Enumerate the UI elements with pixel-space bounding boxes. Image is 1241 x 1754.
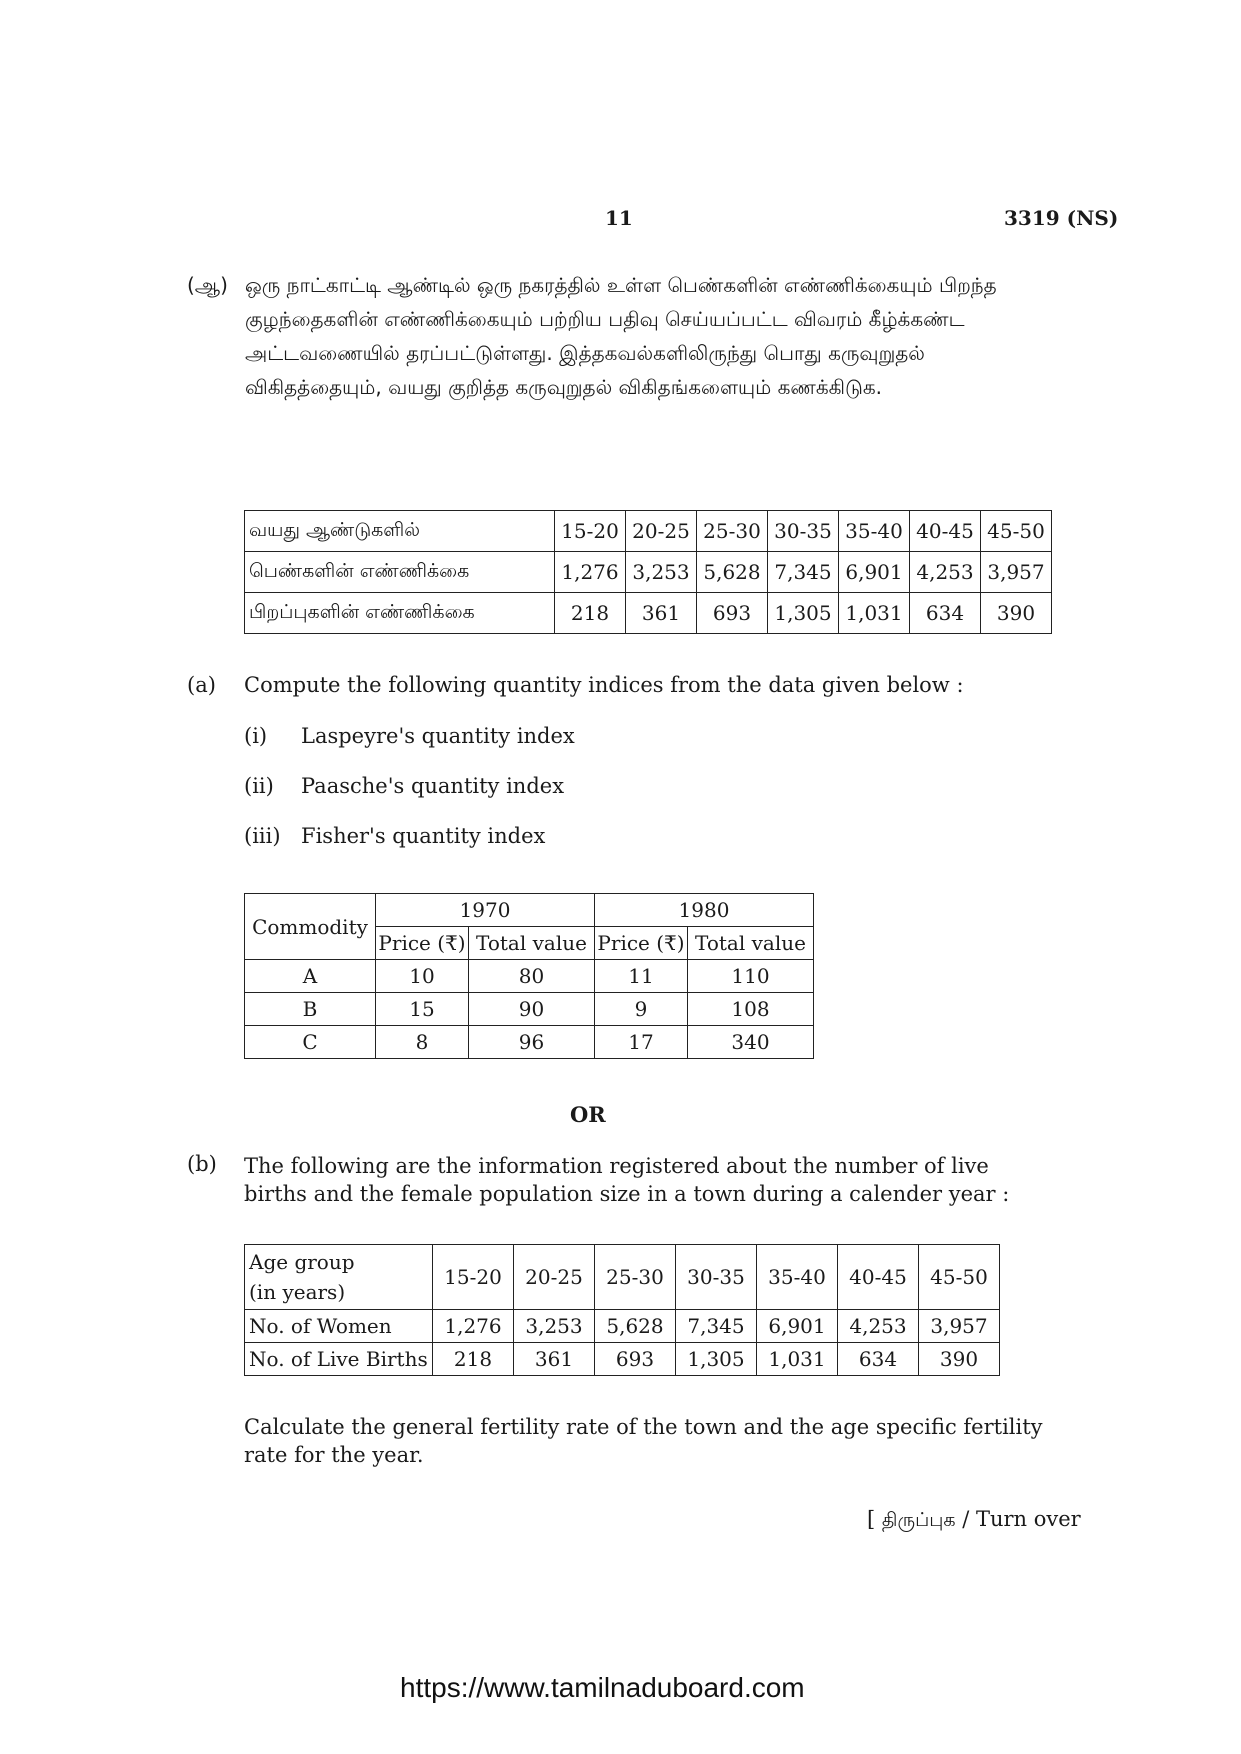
table-row: [245, 593, 1052, 634]
turn-over-note: [867, 1507, 1081, 1534]
price-header: Price (₹): [595, 927, 688, 960]
price-cell: 15: [376, 993, 469, 1026]
turn-over-separator: /: [962, 1507, 970, 1531]
births-cell: 1,031: [757, 1343, 838, 1376]
item-number: (ii): [244, 774, 274, 798]
women-label: No. of Women: [245, 1310, 433, 1343]
births-cell: 390: [919, 1343, 1000, 1376]
item-text: Laspeyre's quantity index: [301, 724, 575, 748]
item-number: (i): [244, 724, 268, 748]
total-cell: 108: [688, 993, 814, 1026]
calculate-instruction: Calculate the general fertility rate of the town and the age specific fertility rate for the year.: [244, 1415, 1043, 1467]
births-cell: 218: [555, 593, 626, 634]
price-cell: 10: [376, 960, 469, 993]
price-cell: 17: [595, 1026, 688, 1059]
price-cell: 11: [595, 960, 688, 993]
commodity-table: [244, 893, 814, 1059]
table-row: [245, 993, 814, 1026]
turn-over-tamil: திருப்புக: [881, 1509, 956, 1531]
item-text: Fisher's quantity index: [301, 824, 546, 848]
question-b-marker: (b): [187, 1152, 217, 1176]
tamil-question: [187, 268, 1067, 404]
year-1970-header: 1970: [376, 894, 595, 927]
births-cell: 1,305: [768, 593, 839, 634]
tamil-fertility-table: [244, 510, 1052, 634]
total-cell: 80: [469, 960, 595, 993]
women-cell: 5,628: [697, 552, 768, 593]
question-b-text: The following are the information registered about the number of live births and the female population size in a town during a calender year :: [244, 1154, 1010, 1206]
births-cell: 693: [595, 1343, 676, 1376]
births-cell: 361: [626, 593, 697, 634]
age-cell: 15-20: [555, 511, 626, 552]
price-cell: 9: [595, 993, 688, 1026]
age-cell: 35-40: [757, 1245, 838, 1310]
price-header: Price (₹): [376, 927, 469, 960]
or-divider: OR: [570, 1102, 606, 1127]
turn-over-bracket: [: [867, 1507, 876, 1531]
commodity-cell: B: [245, 993, 376, 1026]
births-cell: 218: [433, 1343, 514, 1376]
total-value-header: Total value: [469, 927, 595, 960]
age-cell: 45-50: [981, 511, 1052, 552]
births-cell: 634: [838, 1343, 919, 1376]
women-cell: 4,253: [910, 552, 981, 593]
women-cell: 4,253: [838, 1310, 919, 1343]
year-1980-header: 1980: [595, 894, 814, 927]
births-label: No. of Live Births: [245, 1343, 433, 1376]
turn-over-english: Turn over: [975, 1507, 1081, 1531]
age-cell: 45-50: [919, 1245, 1000, 1310]
women-cell: 1,276: [555, 552, 626, 593]
women-label: பெண்களின் எண்ணிக்கை: [245, 552, 555, 593]
total-cell: 340: [688, 1026, 814, 1059]
english-fertility-table: [244, 1244, 1000, 1376]
women-cell: 3,253: [514, 1310, 595, 1343]
births-cell: 361: [514, 1343, 595, 1376]
births-cell: 693: [697, 593, 768, 634]
table-row: [245, 1310, 1000, 1343]
question-a-text: Compute the following quantity indices from the data given below :: [244, 673, 964, 697]
births-cell: 390: [981, 593, 1052, 634]
women-cell: 7,345: [676, 1310, 757, 1343]
women-cell: 3,957: [919, 1310, 1000, 1343]
women-cell: 6,901: [839, 552, 910, 593]
age-label: வயது ஆண்டுகளில்: [245, 511, 555, 552]
age-cell: 35-40: [839, 511, 910, 552]
item-text: Paasche's quantity index: [301, 774, 565, 798]
women-cell: 5,628: [595, 1310, 676, 1343]
women-cell: 7,345: [768, 552, 839, 593]
tamil-question-text: ஒரு நாட்காட்டி ஆண்டில் ஒரு நகரத்தில் உள்ள பெண்களின் எண்ணிக்கையும் பிறந்த குழந்தைகளின் எண்ணிக்கையும் பற்றிய பதிவு செய்யப்பட்ட விவரம் கீழ்க்கண்ட அட்டவணையில் தரப்பட்டுள்ளது. இத்தகவல்களிலிருந்து பொது கருவுறுதல் விகிதத்தையும், வயது குறித்த கருவுறுதல் விகிதங்களையும் கணக்கிடுக.: [245, 273, 997, 399]
commodity-cell: A: [245, 960, 376, 993]
age-cell: 30-35: [676, 1245, 757, 1310]
women-cell: 3,253: [626, 552, 697, 593]
table-row: [245, 1026, 814, 1059]
price-cell: 8: [376, 1026, 469, 1059]
age-group-label: [245, 1245, 433, 1310]
question-a-marker: (a): [187, 673, 216, 697]
age-cell: 25-30: [595, 1245, 676, 1310]
age-group-label-line1: Age group: [249, 1250, 355, 1274]
age-cell: 15-20: [433, 1245, 514, 1310]
table-row: [245, 894, 814, 927]
paper-code: 3319 (NS): [1004, 206, 1119, 230]
age-cell: 25-30: [697, 511, 768, 552]
total-cell: 110: [688, 960, 814, 993]
births-cell: 1,031: [839, 593, 910, 634]
age-cell: 40-45: [838, 1245, 919, 1310]
table-row: [245, 552, 1052, 593]
footer-url: https://www.tamilnaduboard.com: [400, 1672, 805, 1703]
total-value-header: Total value: [688, 927, 814, 960]
commodity-header: Commodity: [245, 894, 376, 960]
age-group-label-line2: (in years): [249, 1280, 346, 1304]
page-number: 11: [605, 206, 633, 230]
women-cell: 1,276: [433, 1310, 514, 1343]
age-cell: 40-45: [910, 511, 981, 552]
women-cell: 6,901: [757, 1310, 838, 1343]
commodity-cell: C: [245, 1026, 376, 1059]
total-cell: 90: [469, 993, 595, 1026]
age-cell: 30-35: [768, 511, 839, 552]
women-cell: 3,957: [981, 552, 1052, 593]
births-cell: 634: [910, 593, 981, 634]
item-number: (iii): [244, 824, 281, 848]
table-row: [245, 1245, 1000, 1310]
table-row: [245, 960, 814, 993]
table-row: [245, 511, 1052, 552]
total-cell: 96: [469, 1026, 595, 1059]
age-cell: 20-25: [626, 511, 697, 552]
tamil-question-marker: (ஆ): [187, 273, 228, 297]
births-label: பிறப்புகளின் எண்ணிக்கை: [245, 593, 555, 634]
age-cell: 20-25: [514, 1245, 595, 1310]
births-cell: 1,305: [676, 1343, 757, 1376]
table-row: [245, 1343, 1000, 1376]
